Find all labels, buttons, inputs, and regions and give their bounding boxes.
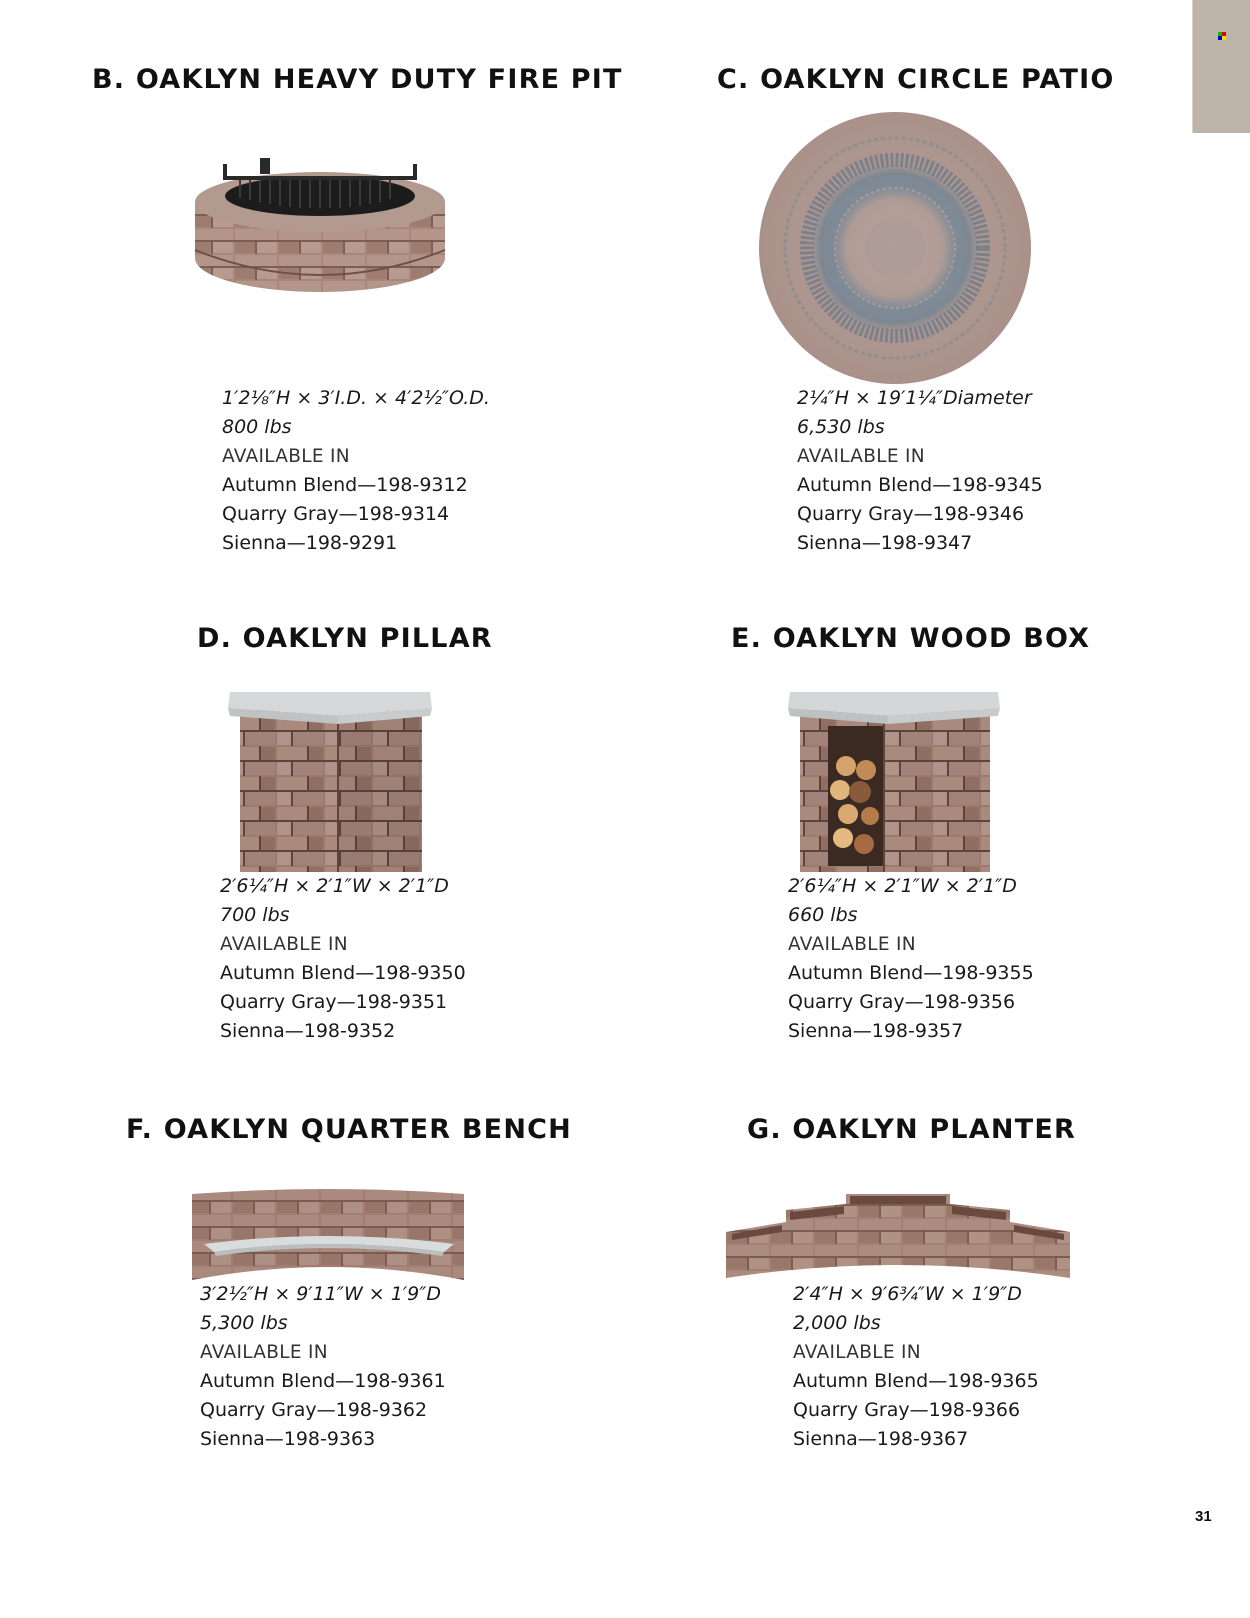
product-dimensions: 2′6¼″H × 2′1″W × 2′1″D bbox=[788, 875, 1017, 897]
product-weight: 2,000 lbs bbox=[793, 1312, 881, 1334]
product-weight: 700 lbs bbox=[220, 904, 290, 926]
color-option: Sienna—198-9363 bbox=[200, 1428, 376, 1450]
product-specs bbox=[793, 1280, 1039, 1454]
product-title: E. OAKLYN WOOD BOX bbox=[731, 623, 1091, 654]
section-side-tab bbox=[1192, 0, 1250, 133]
product-dimensions: 3′2½″H × 9′11″W × 1′9″D bbox=[200, 1283, 441, 1305]
product-dimensions: 2′6¼″H × 2′1″W × 2′1″D bbox=[220, 875, 449, 897]
color-option: Quarry Gray—198-9356 bbox=[788, 991, 1016, 1013]
color-option: Sienna—198-9357 bbox=[788, 1020, 964, 1042]
product-weight: 800 lbs bbox=[222, 416, 292, 438]
color-option: Quarry Gray—198-9346 bbox=[797, 503, 1025, 525]
circle-patio-image bbox=[755, 108, 1035, 388]
product-specs bbox=[788, 872, 1034, 1046]
available-in-label: AVAILABLE IN bbox=[793, 1342, 921, 1363]
color-option: Autumn Blend—198-9361 bbox=[200, 1370, 446, 1392]
available-in-label: AVAILABLE IN bbox=[220, 934, 348, 955]
color-option: Sienna—198-9352 bbox=[220, 1020, 396, 1042]
fire-pit-image bbox=[190, 150, 450, 300]
product-specs bbox=[220, 872, 466, 1046]
product-title: G. OAKLYN PLANTER bbox=[747, 1114, 1076, 1145]
product-dimensions: 2′4″H × 9′6¾″W × 1′9″D bbox=[793, 1283, 1022, 1305]
available-in-label: AVAILABLE IN bbox=[797, 446, 925, 467]
available-in-label: AVAILABLE IN bbox=[200, 1342, 328, 1363]
color-option: Quarry Gray—198-9362 bbox=[200, 1399, 428, 1421]
color-option: Quarry Gray—198-9351 bbox=[220, 991, 448, 1013]
product-title: F. OAKLYN QUARTER BENCH bbox=[126, 1114, 572, 1145]
pillar-image bbox=[228, 686, 438, 876]
product-dimensions: 2¼″H × 19′1¼″Diameter bbox=[797, 387, 1032, 409]
product-specs bbox=[797, 384, 1043, 558]
color-option: Sienna—198-9291 bbox=[222, 532, 398, 554]
product-weight: 6,530 lbs bbox=[797, 416, 885, 438]
color-option: Autumn Blend—198-9312 bbox=[222, 474, 468, 496]
product-title: B. OAKLYN HEAVY DUTY FIRE PIT bbox=[92, 64, 623, 95]
wood-box-image bbox=[788, 686, 1003, 876]
product-dimensions: 1′2⅛″H × 3′I.D. × 4′2½″O.D. bbox=[222, 387, 490, 409]
product-title: C. OAKLYN CIRCLE PATIO bbox=[717, 64, 1115, 95]
color-registration-mark-icon bbox=[1218, 32, 1226, 40]
product-specs bbox=[222, 384, 490, 558]
color-option: Sienna—198-9367 bbox=[793, 1428, 969, 1450]
color-option: Autumn Blend—198-9365 bbox=[793, 1370, 1039, 1392]
color-option: Autumn Blend—198-9355 bbox=[788, 962, 1034, 984]
available-in-label: AVAILABLE IN bbox=[222, 446, 350, 467]
color-option: Quarry Gray—198-9314 bbox=[222, 503, 450, 525]
product-weight: 5,300 lbs bbox=[200, 1312, 288, 1334]
product-title: D. OAKLYN PILLAR bbox=[197, 623, 493, 654]
color-option: Autumn Blend—198-9345 bbox=[797, 474, 1043, 496]
product-specs bbox=[200, 1280, 446, 1454]
product-weight: 660 lbs bbox=[788, 904, 858, 926]
color-option: Quarry Gray—198-9366 bbox=[793, 1399, 1021, 1421]
available-in-label: AVAILABLE IN bbox=[788, 934, 916, 955]
page-number: 31 bbox=[1195, 1508, 1212, 1525]
color-option: Sienna—198-9347 bbox=[797, 532, 973, 554]
color-option: Autumn Blend—198-9350 bbox=[220, 962, 466, 984]
